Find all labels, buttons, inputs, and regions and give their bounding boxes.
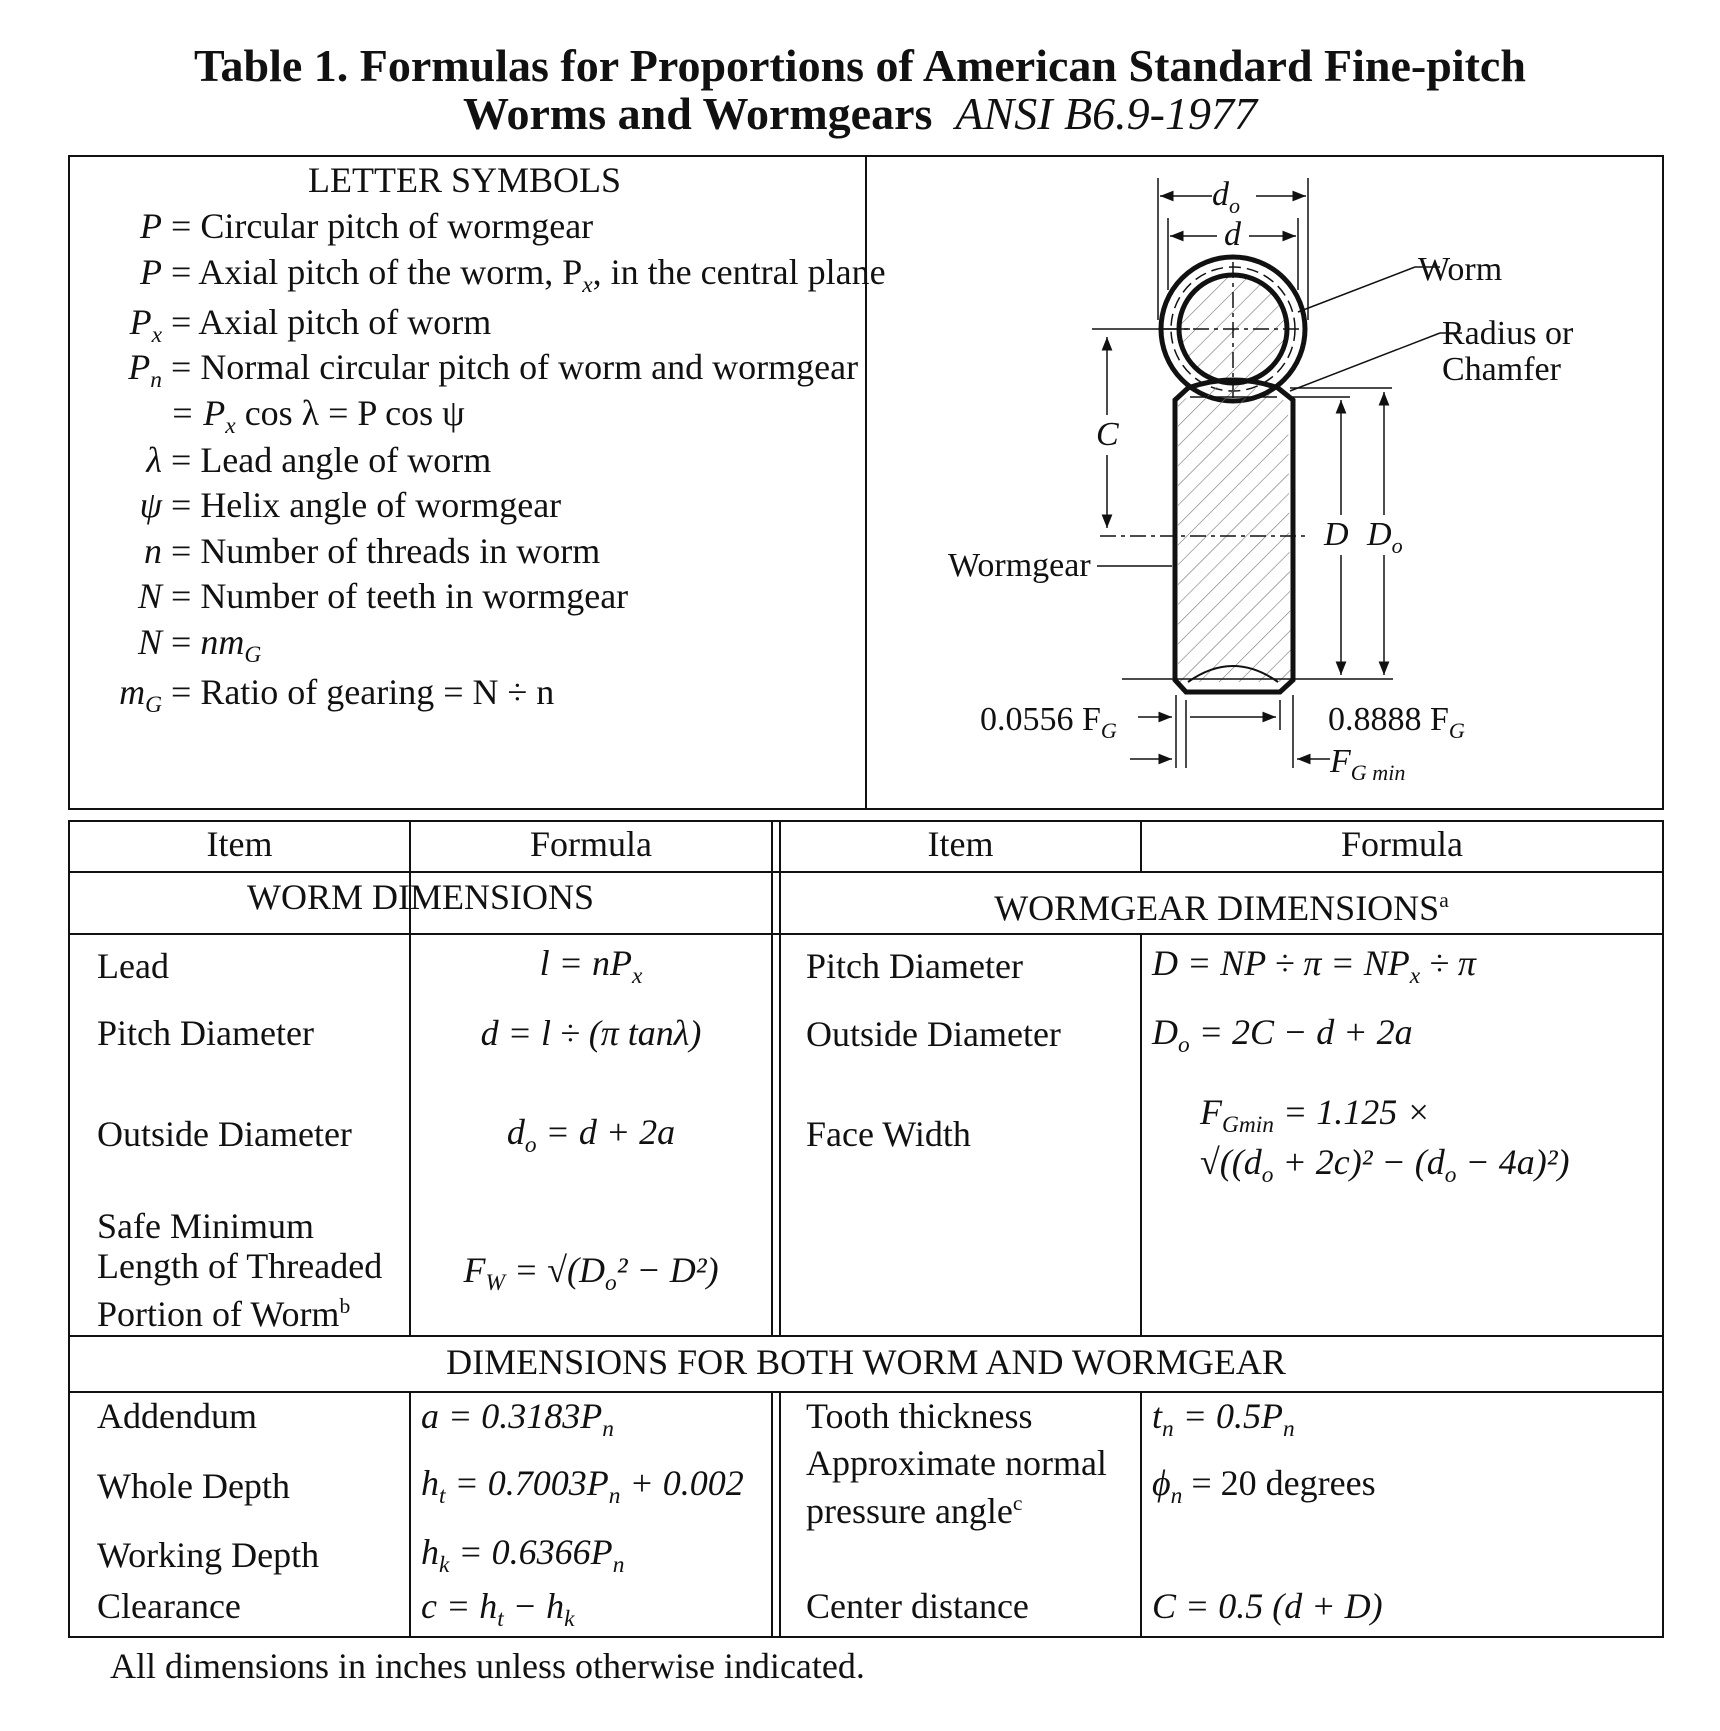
letter-symbol-row: $P_x$ = Axial pitch of worm [80,302,491,355]
table-row-line [68,933,1664,935]
gear-item-pitch-diameter: Pitch Diameter [806,946,1023,986]
both-item-addendum: Addendum [97,1396,257,1436]
worm-formula-safe-min-length: $F_W = √(D_o^2 - D^2)$ [463,1250,719,1297]
label-right-face-offset: 0.8888 $F_G$ [1328,701,1465,743]
worm-formula-outside-diameter: $d_o = d + 2a$ [506,1112,676,1159]
gear-formula-face-width-line1: $F_{Gmin} = 1.125$ × [1200,1092,1431,1139]
both-item-pressure-angle: Approximate normal pressure angle$^c$ [806,1443,1107,1531]
letter-symbol-definition: Ratio of gearing = N ÷ n [200,672,555,712]
table-title-line1: Table 1. Formulas for Proportions of American Standard Fine-pitch [194,40,1526,91]
letter-symbol-definition: Number of teeth in wormgear [200,576,629,616]
letter-symbol: $m_G$ [119,672,162,719]
table-col-line [1140,935,1142,1337]
label-center-distance: C [1096,416,1119,453]
both-item-working-depth: Working Depth [97,1535,320,1575]
wormgear-shape [1100,380,1305,692]
gear-formula-pitch-diameter: D = NP ÷ $\pi = NP_x \div \pi$ [1152,943,1476,990]
label-radius-or-chamfer: Radius or Chamfer [1442,315,1574,388]
label-pitch-diameter-gear: D [1324,516,1349,553]
label-outside-diameter-worm: $d_o$ [1212,176,1241,218]
letter-symbol-row: λ = Lead angle of worm [80,440,491,480]
table-col-line [409,1392,411,1638]
letter-symbol: N [137,576,162,616]
letter-symbol: $P_n$ [128,347,162,394]
letter-symbols-heading: LETTER SYMBOLS [308,160,622,200]
title-standard: ANSI B6.9-1977 [955,88,1257,139]
letter-symbol: ψ [139,485,162,525]
both-formula-working-depth: $h_k = 0.6366P_n$ [421,1532,625,1579]
letter-symbol-row: P = Circular pitch of wormgear [80,206,593,246]
both-formula-tooth-thickness: $t_n = 0.5P_n$ [1152,1396,1295,1443]
worm-item-lead: Lead [97,946,169,986]
letter-symbol: P [140,206,162,246]
letter-symbol: n [144,531,162,571]
face-width-dimensions [1130,695,1330,768]
label-wormgear: Wormgear [948,547,1091,584]
letter-symbol-row: n = Number of threads in worm [80,531,600,571]
letter-symbol-row: N = Number of teeth in wormgear [80,576,628,616]
header-formula-right: Formula [1341,824,1463,864]
letter-symbol-definition: Helix angle of wormgear [200,485,562,525]
header-formula-left: Formula [530,824,652,864]
worm-item-pitch-diameter: Pitch Diameter [97,1013,314,1053]
letter-symbol-row: $P_n$ = Normal circular pitch of worm and wormgear [80,347,858,400]
both-formula-clearance: $c = h_t - h_k$ [421,1586,575,1633]
both-formula-whole-depth: $h_t = 0.7003P_n + 0.002$ [421,1463,744,1510]
gear-item-outside-diameter: Outside Diameter [806,1014,1061,1054]
letter-symbol-definition: Axial pitch of the worm, $P_x$, in the central plane [198,252,886,299]
letter-symbol-row: = $P_x$ cos λ = P cos ψ [170,393,465,440]
both-formula-center-distance: C = 0.5 (d + D) [1152,1586,1383,1626]
table-row-line [68,1391,1664,1393]
header-item-right: Item [927,824,994,864]
table-double-line [771,820,773,1337]
label-outside-diameter-gear: $D_o$ [1367,516,1403,558]
both-formula-addendum: $a = 0.3183P_n$ [421,1396,614,1443]
table-row-line [68,1335,1664,1337]
label-worm: Worm [1418,251,1503,288]
letter-symbol-definition: Number of threads in worm [200,531,601,571]
letter-symbol-row: $N = nm_G$ [80,622,261,675]
letter-symbol-definition: Circular pitch of wormgear [200,206,594,246]
both-formula-pressure-angle: $\phi_n = 20$ degrees [1152,1463,1376,1510]
letter-symbol-definition: $nm_G$ [200,622,262,669]
title-subject: Worms and Wormgears [463,88,933,139]
both-item-tooth-thickness: Tooth thickness [806,1396,1033,1436]
table-row-line [68,871,1664,873]
letter-symbol: λ [146,440,162,480]
table-title-line2 [0,90,1720,138]
letter-symbol: N [137,622,162,662]
worm-dimensions-heading: WORM DIMENSIONS [246,877,594,917]
gear-item-face-width: Face Width [806,1114,971,1154]
letter-symbol-row: ψ = Helix angle of wormgear [80,485,561,525]
both-dimensions-heading: DIMENSIONS FOR BOTH WORM AND WORMGEAR [446,1342,1286,1382]
both-item-center-distance: Center distance [806,1586,1029,1626]
letter-symbol: $P_x$ [129,302,162,349]
worm-item-outside-diameter: Outside Diameter [97,1114,352,1154]
worm-formula-lead: $l = nP_x$ [539,943,643,990]
letter-symbol-definition: Axial pitch of worm [198,302,492,342]
letter-symbol: P [140,252,162,292]
letter-symbol-definition: Lead angle of worm [200,440,492,480]
letter-symbol-definition: Normal circular pitch of worm and wormgear [200,347,859,387]
worm-formula-pitch-diameter: d = l ÷ (π tanλ) [480,1013,702,1053]
label-face-width-min: $F_{G min}$ [1330,743,1406,785]
footnote: All dimensions in inches unless otherwise indicated. [110,1646,865,1686]
letter-symbol-row: P = Axial pitch of the worm, $P_x$, in the central plane [80,252,886,305]
table-col-line [1140,1392,1142,1638]
label-left-face-offset: 0.0556 $F_G$ [980,701,1117,743]
letter-symbol-row: $m_G$ = Ratio of gearing = N ÷ n [80,672,554,725]
label-pitch-diameter-worm: d [1224,216,1241,253]
gear-formula-face-width-line2: $√((d_o + 2c)^2 - (d_o - 4a)^2)$ [1200,1142,1570,1189]
table-double-line [779,1392,781,1638]
wormgear-dimensions-heading: WORMGEAR DIMENSIONS$^a$ [994,888,1449,928]
worm-item-safe-min-length: Safe Minimum Length of Threaded Portion of Worm$^b$ [97,1206,383,1334]
both-item-clearance: Clearance [97,1586,241,1626]
gear-formula-outside-diameter: $D_o = 2C - d + 2a$ [1152,1012,1413,1059]
both-item-whole-depth: Whole Depth [97,1466,290,1506]
header-item-left: Item [206,824,273,864]
table-double-line [771,1392,773,1638]
